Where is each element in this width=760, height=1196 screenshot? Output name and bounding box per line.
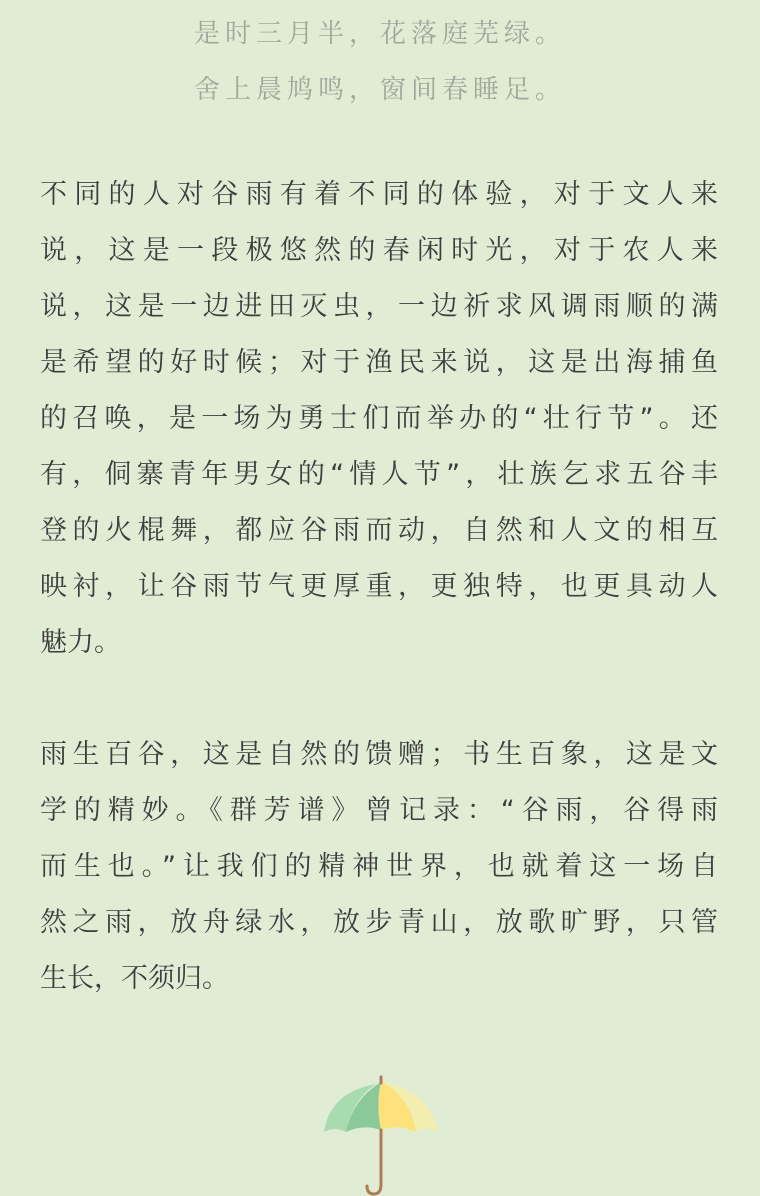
poem-line: 是时三月半，花落庭芜绿。	[193, 19, 566, 49]
paragraph-line: 说，这是一段极悠然的春闲时光，对于农人来	[40, 235, 718, 266]
paragraph-line: 而生也。”让我们的精神世界，也就着这一场自	[40, 851, 718, 882]
paragraph-line: 登的火棍舞，都应谷雨而动，自然和人文的相互	[40, 515, 718, 546]
paragraph-line: 有，侗寨青年男女的“情人节”，壮族乞求五谷丰	[40, 459, 718, 490]
paragraph-guyu-experiences	[40, 167, 718, 671]
paragraph-line: 雨生百谷，这是自然的馈赠；书生百象，这是文	[40, 739, 718, 770]
paragraph-line: 映衬，让谷雨节气更厚重，更独特，也更具动人	[40, 571, 718, 602]
paragraph-line: 不同的人对谷雨有着不同的体验，对于文人来	[40, 179, 718, 210]
paragraph-line: 的召唤，是一场为勇士们而举办的“壮行节”。还	[40, 403, 718, 434]
paragraph-line: 学的精妙。《群芳谱》曾记录：“谷雨，谷得雨	[40, 795, 718, 826]
paragraph-rain-grows-grain	[40, 727, 718, 1007]
poem-line: 舍上晨鸠鸣，窗间春睡足。	[193, 75, 566, 105]
umbrella-handle	[367, 1184, 381, 1194]
paragraph-line: 生长，不须归。	[40, 963, 229, 994]
paragraph-line: 然之雨，放舟绿水，放步青山，放歌旷野，只管	[40, 907, 718, 938]
poem-excerpt	[0, 6, 760, 118]
paragraph-line: 说，这是一边进田灭虫，一边祈求风调雨顺的满	[40, 291, 718, 322]
paragraph-line: 是希望的好时候；对于渔民来说，这是出海捕鱼	[40, 347, 718, 378]
umbrella-icon	[318, 1074, 444, 1196]
paragraph-line: 魅力。	[40, 627, 121, 658]
